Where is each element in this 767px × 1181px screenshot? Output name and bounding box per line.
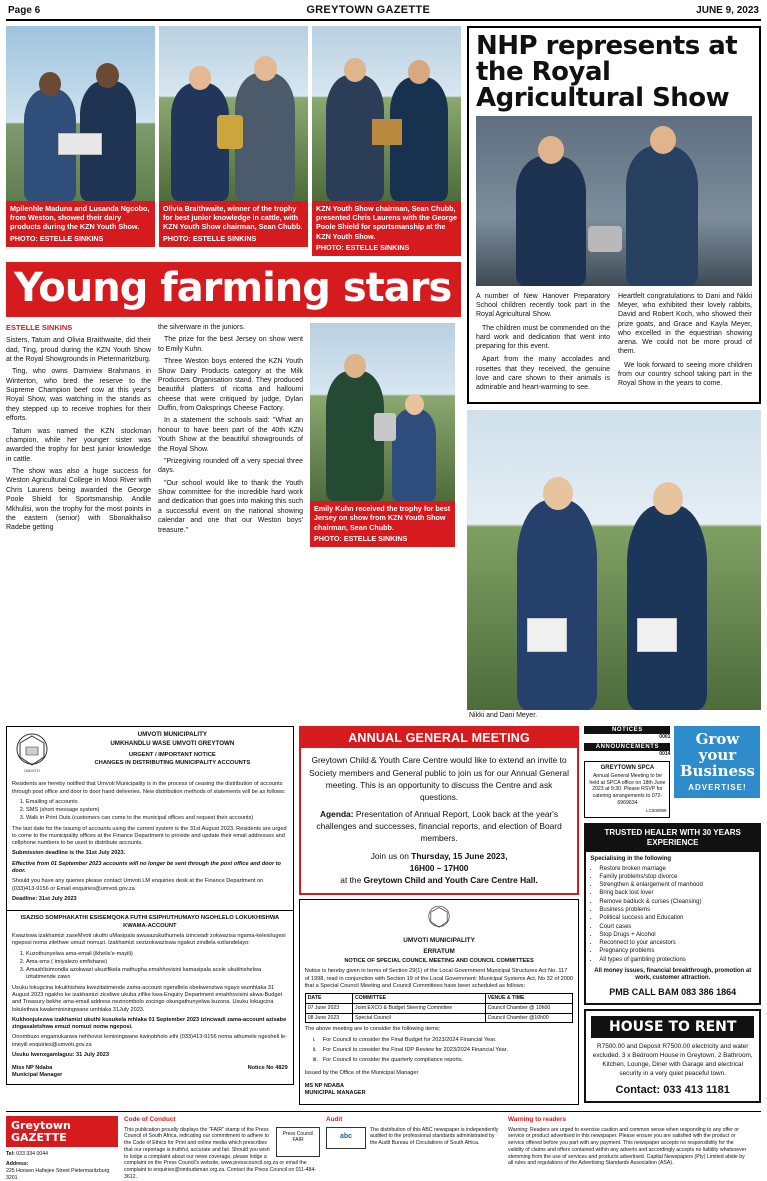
erratum-item: For Council to consider the quarterly compliance reports. [322,1057,464,1064]
notice-effective: Effective from 01 September 2023 accounts will no longer be sent through the post office and door to door. [12,860,281,874]
nhp-article [467,26,761,404]
zulu-notice-body: Kwaziswa izakhamizi zaseMvoti ukuthi uMasipala awusazukuthumela izincwadi zokwazisa ngama-kelesi/ugesi ngeposi noma zilethwe umuzi nomuzi. Izakhamizi sezizokwaziswa ngalezi zindlela ezilandelayo: [12,933,286,947]
abc-logo: abc [326,1127,366,1149]
house-title: HOUSE TO RENT [591,1016,754,1038]
municipality-crest-icon [12,731,52,775]
photo-credit-4: PHOTO: ESTELLE SINKINS [314,533,408,543]
feature-story [6,323,461,547]
erratum-item: For Council to consider the Final IDP Review for 2023/2024 Financial Year. [322,1046,508,1053]
footer-address: 225 Hoosen Hafiejee Street Pietermaritzburg 3201 [6,1167,110,1181]
code-of-conduct-title: Code of Conduct [124,1116,176,1124]
list-item: • Bring back lost lover [599,890,755,898]
table-row [305,1003,573,1013]
notice-urgent-label: URGENT / IMPORTANT NOTICE [128,752,216,759]
right-column [467,26,761,719]
notice-deadline-note: The last date for the issuing of accounts using the current system is the 31st August 2023. Residents are urged to come to the municipality offices at the Finance Department to provide and update their email addresses and cellphone numbers to be used to distribute accounts. [12,825,287,847]
top-section [6,26,761,719]
code-of-conduct-body: This publication proudly displays the "FAIR" stamp of the Press Council of South Africa, indicating our commitment to adhere to the Code of Ethics for Print and online media which prescribes that our reportage is truthful, accurate and fair. Should you wish to lodge a complaint about our news coverage, please lodge a complaint on the Press Council's website, www.presscouncil.org.za or email the complaint to enquiries@ombudsman.org.za. Contact the Press Council on 011-484-3612. [124,1126,317,1180]
footer-warning [508,1116,748,1181]
list-item: 1. Emailing of accounts [26,799,288,806]
house-to-rent-advert[interactable] [584,1009,761,1103]
announcements-label: ANNOUNCEMENTS [584,743,670,751]
agm-advert [299,726,580,895]
zulu-notice-title: ISAZISO SOMPHAKATHI ESISEMQOKA FUTHI ESIPHUTHUMAYO NGOHLELO LOKUKHISHWA KWAMA-ACCOUNT [20,915,280,929]
cell-date: 07 June 2023 [305,1003,352,1013]
erratum-subtitle: NOTICE OF SPECIAL COUNCIL MEETING AND COUNCIL COMMITTEES [344,958,534,965]
erratum-signoff-name: MS NP NDABA [304,1082,345,1089]
photo-caption-4: Emily Kuhn received the trophy for best Jersey on show from KZN Youth Show chairman, Sean Chubb. PHOTO: ESTELLE SINKINS [310,501,455,547]
zulu-note-2: Kukhonjulezwa izakhamizi ukuthi kusukela mhlaka 01 September 2023 izincwadi zama-account azisabe zingasaletshwa emuzi nomuzi noma ngeposi. [12,1016,287,1031]
list-item: • Remove badluck & curses (Cleansing) [599,899,755,907]
grow-line-2: your [698,746,737,765]
adverts-column [584,726,761,1105]
list-item: • Reconnect to your ancestors [599,940,755,948]
list-item: • Restore broken marriage [599,866,755,874]
agm-column [299,726,580,1105]
meetings-table [305,993,574,1023]
footer-tel-label: Tel: [6,1151,15,1158]
page-number: Page 6 [8,5,41,16]
erratum-notice: UMVOTI MUNICIPALITY ERRATUM NOTICE OF SPECIAL COUNCIL MEETING AND COUNCIL COMMITTEES Notice is hereby given in terms of Section 29(1) of the Local Government Municipal Structures Act No. 117 of 1998, read in conjunction with Section 19 of the Local Government: Municipal Systems Act, No 32 of 2000 that a Special Council Meeting and Council Committees have been scheduled as follows: DATE COMMITTEE VENUE & TIME 07 June 2023 Joint EXCO & Budget Steering Committee Council Chamber @ 10h00 08 June 2023 Special Council Council Chamber @10h00 The above meeting are to consider the following items: i. For Council to consider the Final Budget for 2023/2024 Financial Year. ii. For Council to consider the Final IDP Review for 2023/2024 Financial Year. iii. For Council to consider the quarterly compliance reports. Issued by the Office of the Municipal Manager MS NP NDABA MUNICIPAL MANAGER [299,899,580,1105]
agm-date: Thursday, 15 June 2023, [411,850,508,861]
footer-audit [326,1116,502,1181]
erratum-body: Notice is hereby given in terms of Section 29(1) of the Local Government Municipal Structures Act No. 117 of 1998, read in conjunction with Section 19 of the Local Government: Municipal Systems Act, No 32 of 2000 that a Special Council Meeting and Council Committees have been scheduled as follows: [304,968,574,989]
story-column-2 [158,323,303,547]
cell-venue: Council Chamber @10h00 [485,1013,573,1023]
footer-code-of-conduct [124,1116,320,1181]
agm-venue: Greytown Child and Youth Care Centre Hall. [363,875,538,886]
cell-committee: Joint EXCO & Budget Steering Committee [353,1003,486,1013]
left-column [6,26,461,719]
list-item: • Political success and Education [599,915,755,923]
list-item: • Business problems [599,907,755,915]
grow-business-advert[interactable] [674,726,760,798]
house-body: R7500.00 and Deposit R7500.00 electricity and water excluded. 3 x Bedroom House in Greytown, 2 Bathroom, Kitchen, Lounge, Diner with Garage and electrical security in a very quiet peaceful town. [592,1042,753,1077]
issue-date: JUNE 9, 2023 [696,5,759,16]
grow-line-1: Grow [695,730,740,749]
agm-agenda [309,808,570,845]
story-paragraph: Three Weston boys entered the KZN Youth Show Dairy Products category at the Milk Producers Organisation stand. They produced beautiful platters of ricotta and halloumi cheese that were critiqued by judge, Dylan Duffin, from Oaksprings Cheese Factory. [158,358,303,413]
zulu-contact: Onombuzo engamukanwa nehhovisi leminingwane kwinobholo ethi (033)413-9156 noma athumele ngesheli le-imeyili enquiries@umvoti.gov.za [12,1034,287,1048]
press-council-fair-logo: Press Council FAIR [276,1127,320,1157]
footer-masthead [6,1116,118,1181]
photo-nikki-dani-meyer [467,410,761,710]
agm-title: ANNUAL GENERAL MEETING [301,728,578,748]
erratum-title: ERRATUM [423,947,455,955]
photo-chris-laurens [312,26,461,201]
muni-name-zu: UMKHANDLU WASE UMVOTI GREYTOWN [110,739,235,747]
nhp-paragraph: We look forward to seeing more children from our country school taking part in the Royal Show in the years to come. [618,361,752,388]
notice-enquiries: Should you have any queries please contact Umvoti LM enquiries desk at the Finance Department on (033)413-9156 or Email enquiries@umvoti.gov.za [12,878,264,892]
photo-block-5 [467,410,761,719]
announcements-code: 0014 [659,751,671,758]
photo-caption-1: Mpilenhle Maduna and Lusanda Ngcobo, from Weston, showed their dairy products during the KZN Youth Show. PHOTO: ESTELLE SINKINS [6,201,155,247]
list-item: 1. Kuzothunyelwa ama-email (ikhelis'e-mayili) [26,951,288,958]
story-paragraph: Tatum was named the KZN stockman champion, while her younger sister was awarded the trophy for best junior knowledge in cattle. [6,427,151,463]
nhp-headline: NHP represents at the Royal Agricultural Show [476,31,738,113]
svg-text:UMVOTI: UMVOTI [24,768,40,774]
story-paragraph: The prize for the best Jersey on show went to Emily Kuhn. [158,336,303,353]
list-item: • Strengthen & enlargement of manhood [599,882,755,890]
healer-subtitle: Specialising in the following [590,855,672,862]
nhp-paragraph: Apart from the many accolades and rosettes that they received, the genuine love and care shown to their animals is admirable and heart-warming to see. [476,356,610,392]
story-paragraph: Ting, who owns Darnview Brahmans in Winterton, who bred the reserve to the Supreme Champion beef cow at this year's Royal Show, was watching in the stands as they stepped up to receive trophies for their efforts. [6,368,151,423]
nhp-body [476,292,752,396]
page-masthead [6,0,761,21]
zulu-note: Usuku lokugcina lokukhishwa kwezitatimende zama-account ngendlela obekwenziwa ngayo wumhlaka 31 August 2023 ngakho ke izakhamizi ziceliwe ukuba zifike kwa-Enquiry Department emahhovisini akwa-Budget and Treasury bekhe ama-email address nezinombolo zocingo okungathunyelwa kuzona. Usuku lokugcina lokulethwa kwalemininingwane umhlaka 31July 2023. [12,984,283,1013]
notice-method-list [26,799,288,823]
healer-title: TRUSTED HEALER WITH 30 YEARS EXPERIENCE [586,825,759,852]
notice-subject: CHANGES IN DISTRIBUTING MUNICIPALITY ACCOUNTS [94,759,251,766]
nhp-column-1 [476,292,610,396]
agm-agenda-text: Presentation of Annual Report, Look back at the year's challenges and successes, financial reports, and election of Board members. [316,809,562,844]
cell-venue: Council Chamber @ 10h00 [485,1003,573,1013]
footer-address-label: Address: [6,1161,29,1168]
notice-deadline: Deadline: 31st July 2023 [12,895,77,902]
table-row [305,1013,573,1023]
story-byline: ESTELLE SINKINS [6,323,73,333]
notice-number: Notice No 4829 [247,1065,288,1072]
story-column-1 [6,323,151,547]
gazette-logo: Greytown GAZETTE [6,1116,118,1147]
classifieds-section [6,726,761,1105]
photo-credit-2: PHOTO: ESTELLE SINKINS [163,233,257,243]
warning-title: Warning to readers [508,1116,566,1124]
municipality-notice-column [6,726,294,1105]
cell-date: 08 June 2023 [305,1013,352,1023]
list-item: 2. SMS (short message system) [26,807,288,814]
photo-kzn-dairy-products [6,26,155,201]
municipality-crest-icon [425,904,453,934]
story-paragraph: In a statement the schools said: "What an honour to have been part of the 40th KZN Youth Show at the beautiful showgrounds of the Royal Show. [158,417,303,453]
house-contact[interactable]: Contact: 033 413 1181 [615,1083,730,1096]
agm-agenda-label: Agenda: [320,809,354,820]
list-item: • Family problems/stop divorce [599,874,755,882]
list-item: 3. Amashlisimondla azokwazi ukuzifikela mathupha emahhovisini kamasipala acele ukukhishelwa izitatimende zawo [26,967,288,982]
zulu-deadline: Usuku lwenxgamlaguu: 31 July 2023 [12,1051,109,1058]
erratum-items-intro: The above meeting are to consider the following items: [304,1026,441,1033]
erratum-muni: UMVOTI MUNICIPALITY [403,937,475,945]
photo-credit-1: PHOTO: ESTELLE SINKINS [10,233,104,243]
umvoti-account-notice [6,726,294,911]
column-header-committee: COMMITTEE [353,994,486,1004]
notices-code: 0001 [659,734,671,741]
grow-cta: ADVERTISE! [688,782,747,792]
audit-title: Audit [326,1116,343,1124]
photo-block-3 [312,26,461,256]
spca-title: GREYTOWN SPCA [600,765,655,772]
story-paragraph: The show was also a huge success for Weston Agricultural College in Mooi River with Chris Laurens being awarded the George Poole Shield for Sportsmanship. Andile Mkhulisi, won the trophy for the most points in the eastern (senior) with Sbonakhaliso Radebe getting [6,468,151,532]
agm-join: Join us on [370,850,409,861]
photo-emily-kuhn [310,323,455,501]
photo-nhp-show [476,116,752,286]
list-item: 2. Ama-sms ( imiyalezo emfishane) [26,959,288,966]
photo-credit-3: PHOTO: ESTELLE SINKINS [316,242,410,252]
notices-label: NOTICES [584,726,670,734]
photo-block-1 [6,26,155,256]
spca-code: LC000989 [646,808,667,814]
page-footer [6,1111,761,1181]
table-header-row [305,994,573,1004]
healer-phone[interactable]: PMB CALL BAM 083 386 1864 [609,987,737,998]
story-paragraph: Sisters, Tatum and Olivia Braithwaite, did their dad, Ting, proud during the KZN Youth Show at the Royal Showgrounds in Pietermaritzburg. [6,337,151,363]
column-header-date: DATE [305,994,352,1004]
notice-intro: Residents are hereby notified that Umvoti Municipality is in the process of ceasing the distribution of accounts through post office and door to door hand deliveries. New distribution methods of statements will be as follows: [12,781,286,795]
column-header-venue: VENUE & TIME [485,994,573,1004]
photo-block-4 [310,323,455,547]
agm-text: Greytown Child & Youth Care Centre would like to extend an invite to Society members and General public to join us for our Annual General meeting. This is an opportunity to discuss the Centre and ask questions. [309,755,569,802]
nhp-paragraph: A number of New Hanover Preparatory School children recently took part in the Royal Agricultural Show. [476,293,610,319]
photo-olivia-braithwaite [159,26,308,201]
story-paragraph: the silverware in the juniors. [158,324,245,332]
photo-block-2 [159,26,308,256]
photo-caption-3: KZN Youth Show chairman, Sean Chubb, presented Chris Laurens with the George Poole Shield for sportsmanship at the KZN Youth Show. PHOTO: ESTELLE SINKINS [312,201,461,256]
list-item: • Pregnancy problems [599,948,755,956]
notice-submission: Submission deadline is the 31st July 2023. [12,850,126,857]
agm-time: 16H00 – 17H00 [409,862,469,873]
grow-line-3: Business [679,761,755,780]
erratum-signoff-title: MUNICIPAL MANAGER [304,1090,366,1097]
healer-note: All money issues, financial breakthrough, promotion at work, customer attraction. [594,967,752,982]
photo-caption-5: Nikki and Dani Meyer. [469,712,538,720]
cell-committee: Special Council [353,1013,486,1023]
list-item: • Stop Drugs + Alcohol [599,932,755,940]
muni-name-en: UMVOTI MUNICIPALITY [137,731,207,739]
nhp-paragraph: The children must be commended on the hard work and dedication that went into preparing for this event. [476,324,610,351]
signoff-title: Municipal Manager [12,1072,63,1079]
healer-service-list [599,866,755,965]
spca-body: Annual General Meeting to be held at SPCA office on 18th June 2023 at 9:30. Please RSVP for catering arrangements to 072-6969634 [589,773,666,806]
umvoti-account-notice-zulu [6,911,294,1085]
story-paragraph: "Prizegiving rounded off a very special three days. [158,457,303,475]
erratum-item: For Council to consider the Final Budget for 2023/2024 Financial Year. [322,1036,497,1043]
signoff-name: Miss NP Ndaba [12,1065,53,1072]
agm-body [301,748,578,893]
healer-advert[interactable] [584,823,761,1005]
feature-banner: Young farming stars [6,262,461,317]
zulu-method-list [26,951,288,982]
publication-title: GREYTOWN GAZETTE [306,4,431,16]
list-item: • All types of gambling protections [599,957,755,965]
audit-body: The distribution of this ABC newspaper is independently audited to the professional standards administrated by the Audit Bureau of Circulations of South Africa. [370,1126,499,1147]
story-paragraph: "Our school would like to thank the Youth Show committee for the incredible hard work and dedication that goes into making this such a successful event on the national showing calendar and one that our Weston boys' treasure." [158,479,303,534]
nhp-paragraph: Heartfelt congratulations to Dani and Nikki Meyer, who exhibited their lovely rabbits, David and Robert Koch, who showed their prize goats, and Grace and Kayla Meyer, who excelled in the equestrian showing arena. We could not be more proud of them. [618,293,752,356]
photo-strip [6,26,461,256]
erratum-issued: Issued by the Office of the Municipal Manager [304,1069,419,1076]
footer-tel: 033 334 0044 [16,1151,49,1158]
warning-body: Warning: Readers are urged to exercise caution and common sense when responding to any offer or service or product advertised in this newspaper. Please ensure you are satisfied with the product or service offered before you part with any payment. This newspaper accepts no responsibility for the validity of claims and offers contained within any adverts and accordingly accepts no liability whatsoever stemming from the use of services and products advertised. Capital Newspapers (Pty) Limited abide by all rules and regulations of the Advertising Standards Association (ASA). [508,1126,747,1167]
nhp-column-2 [618,292,752,396]
agm-venue-pre: at the [340,875,362,886]
photo-caption-2: Olivia Braithwaite, winner of the trophy for best junior knowledge in cattle, with KZN Youth Show chairman, Sean Chubb. PHOTO: ESTELLE SINKINS [159,201,308,247]
list-item: • Court cases [599,924,755,932]
list-item: 3. Walk in Print Outs (customers can come to the municipal offices and request their accounts) [26,815,288,822]
spca-advert[interactable] [584,761,670,818]
